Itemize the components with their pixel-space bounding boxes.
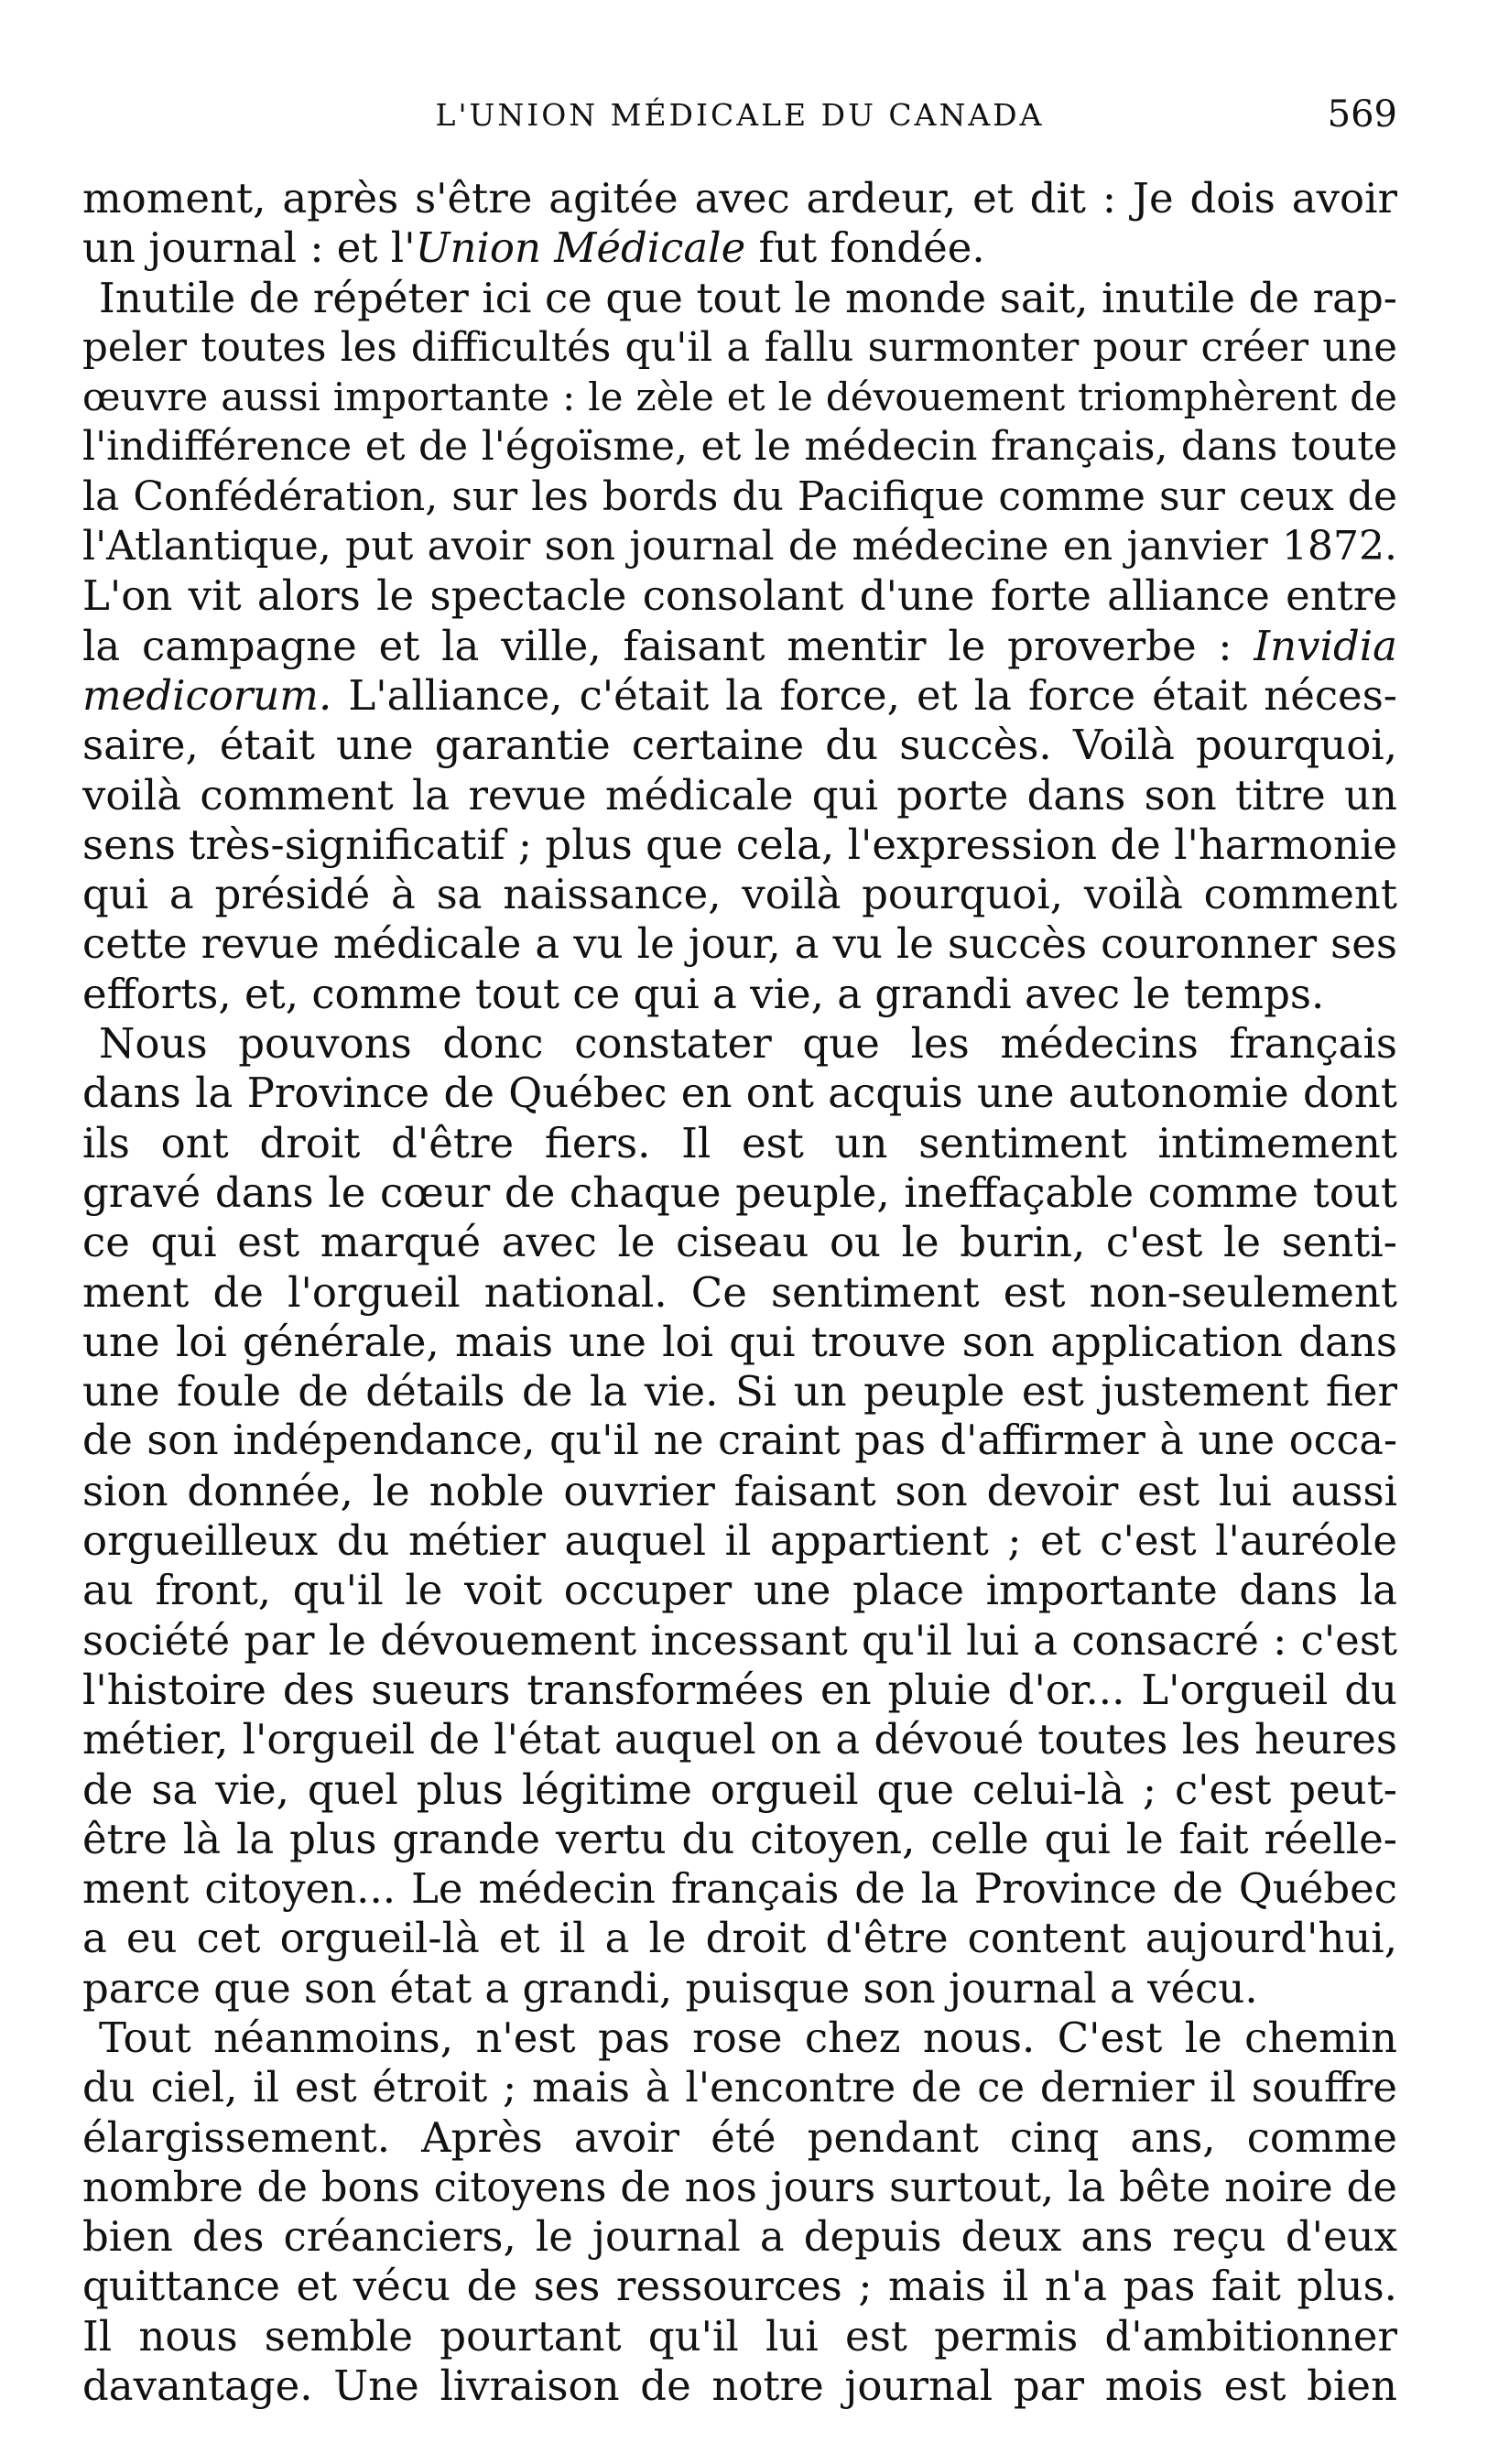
text-line: société par le dévouement incessant qu'il lui a consacré : c'est (82, 1615, 1397, 1665)
text-line: qui a présidé à sa naissance, voilà pourquoi, voilà comment (82, 870, 1397, 919)
italic-segment: medicorum. (82, 670, 332, 720)
page-number: 569 (1327, 93, 1397, 136)
text-line: au front, qu'il le voit occuper une place importante dans la (82, 1566, 1397, 1615)
text-line: métier, l'orgueil de l'état auquel on a dévoué toutes les heures (82, 1715, 1397, 1764)
italic-segment: Union Médicale (415, 223, 746, 273)
page-header (82, 93, 1397, 148)
text-line: être là la plus grande vertu du citoyen, celle qui le fait réelle- (82, 1814, 1397, 1863)
text-line: moment, après s'être agitée avec ardeur, et dit : Je dois avoir (82, 174, 1397, 223)
running-title: L'UNION MÉDICALE DU CANADA (435, 97, 1045, 133)
text-line (82, 622, 1397, 671)
text-line: l'histoire des sueurs transformées en pluie d'or... L'orgueil du (82, 1665, 1397, 1714)
text-line: élargissement. Après avoir été pendant cinq ans, comme (82, 2112, 1397, 2162)
text-segment: fut fondée. (745, 223, 985, 273)
text-line: la Confédération, sur les bords du Pacifique comme sur ceux de (82, 472, 1397, 520)
text-line: cette revue médicale a vu le jour, a vu le succès couronner ses (82, 919, 1397, 969)
body-text (82, 174, 1397, 2411)
text-line: saire, était une garantie certaine du succès. Voilà pourquoi, (82, 721, 1397, 770)
text-line: ment de l'orgueil national. Ce sentiment est non-seulement (82, 1267, 1397, 1317)
text-line: une foule de détails de la vie. Si un peuple est justement fier (82, 1367, 1397, 1417)
text-segment: la campagne et la ville, faisant mentir le proverbe : (82, 621, 1254, 670)
text-line: sens très-significatif ; plus que cela, l'expression de l'harmonie (82, 820, 1397, 869)
text-line: efforts, et, comme tout ce qui a vie, a grandi avec le temps. (82, 969, 1325, 1018)
text-line: nombre de bons citoyens de nos jours surtout, la bête noire de (82, 2162, 1397, 2211)
text-line: ment citoyen... Le médecin français de la Province de Québec (82, 1864, 1397, 1914)
text-line: quittance et vécu de ses ressources ; mais il n'a pas fait plus. (82, 2262, 1397, 2311)
text-line: peler toutes les difficultés qu'il a fallu surmonter pour créer une (82, 324, 1397, 371)
text-line: du ciel, il est étroit ; mais à l'encontre de ce dernier il souffre (82, 2063, 1397, 2112)
text-line: voilà comment la revue médicale qui porte dans son titre un (82, 770, 1397, 820)
text-line: Nous pouvons donc constater que les médecins français (99, 1019, 1397, 1069)
text-segment: un journal : et l' (82, 223, 416, 273)
text-line (82, 671, 1397, 721)
text-line: Tout néanmoins, n'est pas rose chez nous. C'est le chemin (99, 2013, 1397, 2062)
italic-segment: Invidia (1254, 621, 1397, 670)
text-segment: L'alliance, c'était la force, et la force était néces- (331, 670, 1397, 720)
text-line: œuvre aussi importante : le zèle et le dévouement triomphèrent de (82, 374, 1397, 420)
text-line: davantage. Une livraison de notre journal par mois est bien (82, 2361, 1397, 2411)
text-line: gravé dans le cœur de chaque peuple, ineffaçable comme tout (82, 1167, 1397, 1217)
text-line: dans la Province de Québec en ont acquis une autonomie dont (82, 1069, 1397, 1118)
text-line: Il nous semble pourtant qu'il lui est permis d'ambitionner (82, 2311, 1397, 2361)
text-line: de sa vie, quel plus légitime orgueil que celui-là ; c'est peut- (82, 1764, 1397, 1814)
text-line: l'Atlantique, put avoir son journal de médecine en janvier 1872. (82, 523, 1397, 570)
text-line (82, 223, 1397, 273)
text-line: ils ont droit d'être fiers. Il est un sentiment intimement (82, 1118, 1397, 1167)
text-line: ce qui est marqué avec le ciseau ou le burin, c'est le senti- (82, 1218, 1397, 1267)
text-line: bien des créanciers, le journal a depuis deux ans reçu d'eux (82, 2212, 1397, 2262)
text-line: L'on vit alors le spectacle consolant d'une forte alliance entre (82, 571, 1397, 621)
text-line: orgueilleux du métier auquel il appartient ; et c'est l'auréole (82, 1516, 1397, 1566)
text-line: une loi générale, mais une loi qui trouve son application dans (82, 1317, 1397, 1366)
text-line: sion donnée, le noble ouvrier faisant son devoir est lui aussi (82, 1466, 1397, 1515)
text-line: Inutile de répéter ici ce que tout le monde sait, inutile de rap- (99, 273, 1397, 322)
text-line: parce que son état a grandi, puisque son journal a vécu. (82, 1963, 1258, 2013)
text-line: l'indifférence et de l'égoïsme, et le médecin français, dans toute (82, 423, 1397, 471)
text-line: a eu cet orgueil-là et il a le droit d'être content aujourd'hui, (82, 1914, 1397, 1963)
text-line: de son indépendance, qu'il ne craint pas d'affirmer à une occa- (82, 1417, 1397, 1465)
